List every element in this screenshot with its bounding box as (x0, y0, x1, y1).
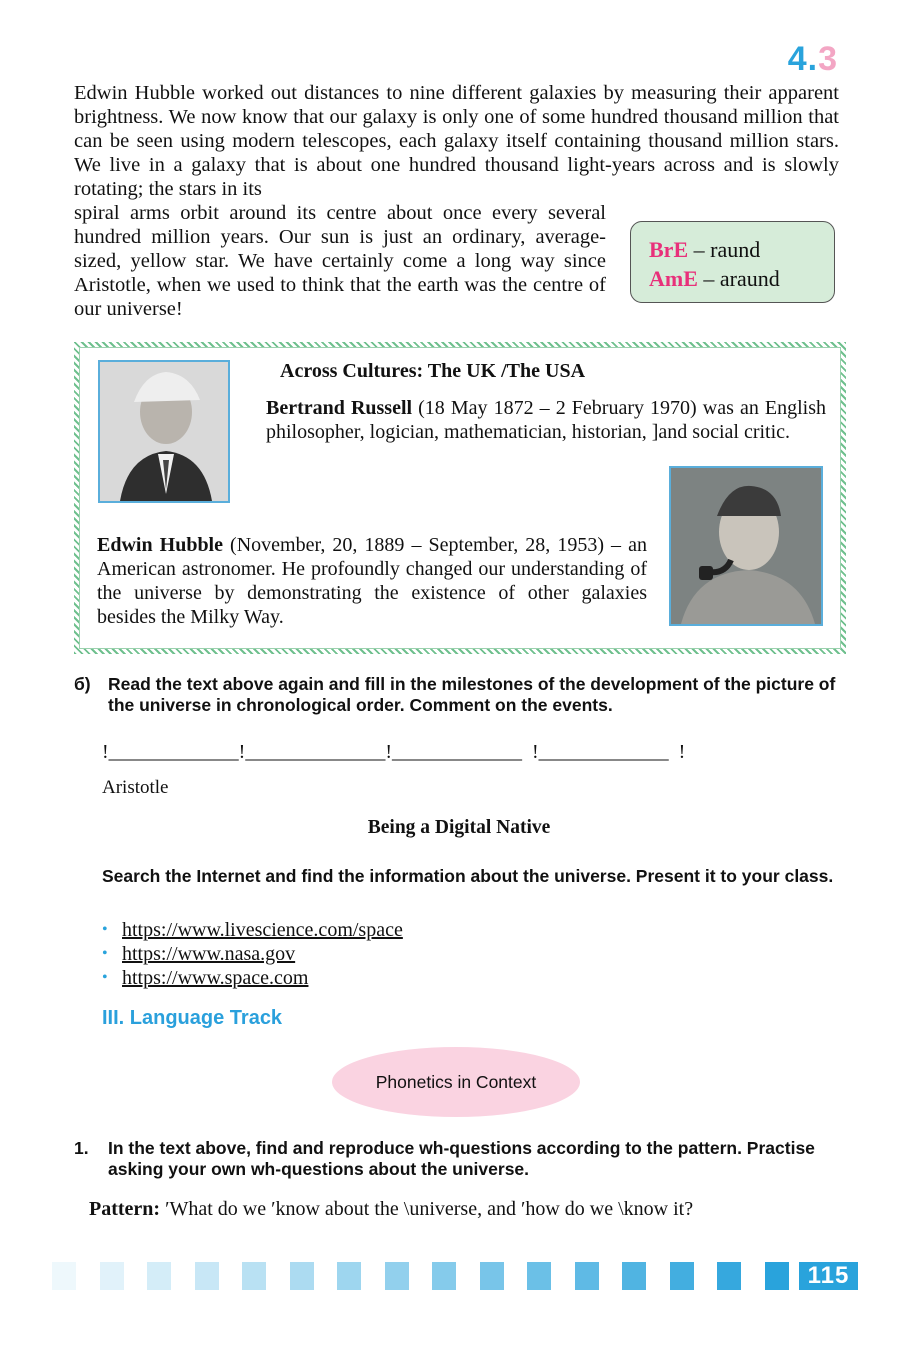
unit-badge (788, 40, 838, 79)
task-b-number: б) (74, 674, 91, 694)
ame-line (649, 264, 834, 293)
footer-square (575, 1262, 599, 1290)
footer-square (622, 1262, 646, 1290)
hubble-name: Edwin Hubble (97, 534, 223, 556)
footer-decoration (0, 1262, 918, 1290)
russell-photo (98, 360, 230, 503)
russell-description (266, 396, 826, 444)
language-track-title: III. Language Track (102, 1007, 283, 1029)
russell-name: Bertrand Russell (266, 397, 413, 419)
bullet-icon: • (102, 921, 108, 938)
russell-bio: (18 May 1872 – 2 February 1970) was an English philosopher, logician, mathematician, historian, ]and social critic. (266, 397, 827, 443)
bullet-icon: • (102, 945, 108, 962)
milestones-timeline[interactable]: !_____________!______________!_____________ !_____________ ! (102, 741, 686, 763)
footer-square (670, 1262, 694, 1290)
list-item (102, 966, 403, 990)
footer-square (717, 1262, 741, 1290)
list-item (102, 918, 403, 942)
hubble-portrait-icon (671, 468, 821, 624)
russell-portrait-icon (100, 362, 228, 501)
pattern-text: ′What do we ′know about the \universe, and ′how do we \know it? (160, 1198, 694, 1220)
hubble-bio: (November, 20, 1889 – September, 28, 1953) – an American astronomer. He profoundly changed our understanding of the universe by demonstrating the existence of other galaxies besides the Milky Way. (97, 534, 647, 628)
footer-square (290, 1262, 314, 1290)
link-list (102, 918, 403, 990)
footer-square (147, 1262, 171, 1290)
link-space[interactable]: https://www.space.com (122, 967, 309, 989)
bre-tag: BrE (649, 237, 689, 262)
footer-square (385, 1262, 409, 1290)
timeline-start-label: Aristotle (102, 777, 169, 798)
phonetics-in-context-label: Phonetics in Context (332, 1047, 580, 1117)
digital-native-task: Search the Internet and find the information about the universe. Present it to your class. (102, 866, 834, 886)
pattern-line (89, 1198, 693, 1221)
link-livescience[interactable]: https://www.livescience.com/space (122, 919, 403, 941)
footer-square (480, 1262, 504, 1290)
footer-square (765, 1262, 789, 1290)
list-item (102, 942, 403, 966)
footer-square (432, 1262, 456, 1290)
link-nasa[interactable]: https://www.nasa.gov (122, 943, 296, 965)
page-number: 115 (799, 1262, 858, 1290)
hubble-description (97, 533, 647, 629)
culture-title: Across Cultures: The UK /The USA (280, 360, 586, 382)
ame-tag: AmE (649, 266, 698, 291)
task-1-number: 1. (74, 1138, 89, 1158)
bullet-icon: • (102, 969, 108, 986)
paragraph-continued: spiral arms orbit around its centre about once every several hundred million years. Our sun is just an ordinary, average-sized, yellow star. We have certainly come a long way since Aristotle, when we used to think that the earth was the centre of our universe! (74, 202, 606, 320)
ame-text: – araund (697, 266, 780, 291)
task-b-text: Read the text above again and fill in the milestones of the development of the picture of the universe in chronological order. Comment on the events. (108, 674, 836, 715)
footer-square (100, 1262, 124, 1290)
footer-square (195, 1262, 219, 1290)
footer-square (242, 1262, 266, 1290)
footer-square (527, 1262, 551, 1290)
unit-number-main: 4. (787, 40, 819, 78)
bre-line (649, 235, 834, 264)
paragraph-top: Edwin Hubble worked out distances to nine different galaxies by measuring their apparent brightness. We now know that our galaxy is only one of some hundred thousand million that can be seen using modern telescopes, each galaxy itself containing thousand million stars. We live in a galaxy that is about one hundred thousand light-years across and is slowly rotating; the stars in its (74, 82, 839, 200)
unit-number-sub: 3 (818, 40, 838, 78)
footer-square (52, 1262, 76, 1290)
pronunciation-box (630, 221, 835, 303)
task-1-text: In the text above, find and reproduce wh-questions according to the pattern. Practise asking your own wh-questions about the universe. (108, 1138, 815, 1179)
pattern-label: Pattern: (89, 1198, 161, 1220)
digital-native-title: Being a Digital Native (367, 817, 551, 838)
footer-square (337, 1262, 361, 1290)
hubble-photo (669, 466, 823, 626)
bre-text: – raund (688, 237, 761, 262)
